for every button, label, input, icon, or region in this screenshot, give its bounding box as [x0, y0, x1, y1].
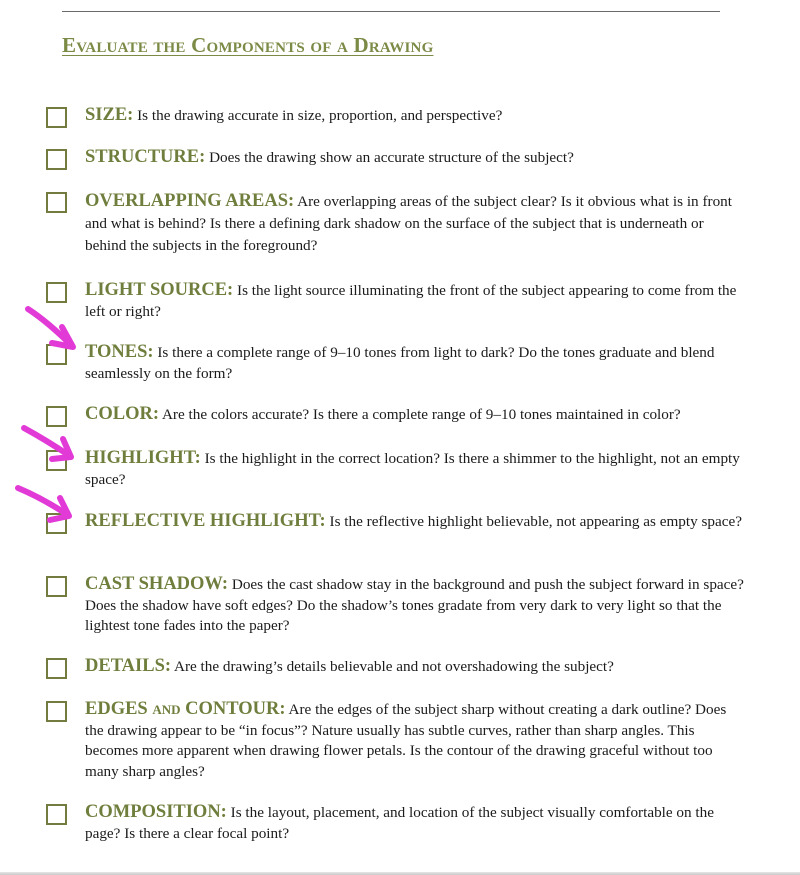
checkbox[interactable]: [46, 658, 67, 679]
item-label: HIGHLIGHT:: [85, 448, 201, 468]
item-text: [85, 105, 745, 127]
item-description: Is there a complete range of 9–10 tones from light to dark? Do the tones graduate and blend seamlessly on the form?: [85, 344, 715, 382]
item-label: COMPOSITION:: [85, 802, 227, 822]
item-text: [85, 511, 745, 533]
checkbox[interactable]: [46, 701, 67, 722]
item-label: LIGHT SOURCE:: [85, 280, 234, 300]
item-description: Is the light source illuminating the front of the subject appearing to come from the left or right?: [85, 282, 737, 320]
item-description: Is the layout, placement, and location of the subject visually comfortable on the page? Is there a clear focal point?: [85, 804, 714, 842]
item-text: [85, 802, 745, 844]
item-description: Does the cast shadow stay in the background and push the subject forward in space? Does the shadow have soft edges? Do the shadow’s tones gradate from very dark to very light so that the lightest tone fades into the paper?: [85, 576, 744, 634]
item-text: [85, 190, 745, 257]
item-text: [85, 342, 745, 384]
page-title: Evaluate the Components of a Drawing: [62, 33, 434, 57]
item-text: [85, 448, 745, 490]
item-label: TONES:: [85, 342, 154, 362]
item-description: Are the edges of the subject sharp without creating a dark outline? Does the drawing appear to be “in focus”? Nature usually has subtle curves, rather than sharp angles. This becomes more apparent when drawing flower petals. Is the contour of the drawing graceful without too many sharp angles?: [85, 701, 727, 780]
item-description: Are the drawing’s details believable and not overshadowing the subject?: [173, 658, 614, 675]
item-label: EDGES and CONTOUR:: [85, 699, 286, 719]
item-description: Are overlapping areas of the subject clear? Is it obvious what is in front and what is behind? Is there a defining dark shadow on the surface of the subject that is underneath or behind the subjects in the foreground?: [85, 193, 732, 254]
checkbox[interactable]: [46, 576, 67, 597]
checkbox[interactable]: [46, 192, 67, 213]
item-text: [85, 699, 745, 782]
item-text: [85, 147, 745, 169]
item-description: Is the reflective highlight believable, not appearing as empty space?: [329, 513, 742, 530]
checkbox[interactable]: [46, 406, 67, 427]
item-label: COLOR:: [85, 404, 159, 424]
checkbox[interactable]: [46, 804, 67, 825]
item-description: Is the highlight in the correct location? Is there a shimmer to the highlight, not an empty space?: [85, 450, 740, 488]
top-divider: [62, 11, 720, 12]
item-description: Are the colors accurate? Is there a complete range of 9–10 tones maintained in color?: [161, 406, 681, 423]
item-label: CAST SHADOW:: [85, 574, 229, 594]
item-label: STRUCTURE:: [85, 147, 206, 167]
item-text: [85, 280, 745, 322]
item-text: [85, 574, 745, 637]
item-description: Is the drawing accurate in size, proportion, and perspective?: [137, 107, 503, 124]
item-label: DETAILS:: [85, 656, 172, 676]
item-label: SIZE:: [85, 105, 134, 125]
item-text: [85, 404, 745, 426]
checkbox[interactable]: [46, 513, 67, 534]
item-text: [85, 656, 745, 678]
checkbox[interactable]: [46, 107, 67, 128]
checkbox[interactable]: [46, 344, 67, 365]
checkbox[interactable]: [46, 450, 67, 471]
item-description: Does the drawing show an accurate structure of the subject?: [209, 149, 574, 166]
checkbox[interactable]: [46, 282, 67, 303]
item-label: REFLECTIVE HIGHLIGHT:: [85, 511, 326, 531]
checkbox[interactable]: [46, 149, 67, 170]
item-label: OVERLAPPING AREAS:: [85, 191, 295, 211]
magenta-arrow-icon: [28, 309, 73, 347]
